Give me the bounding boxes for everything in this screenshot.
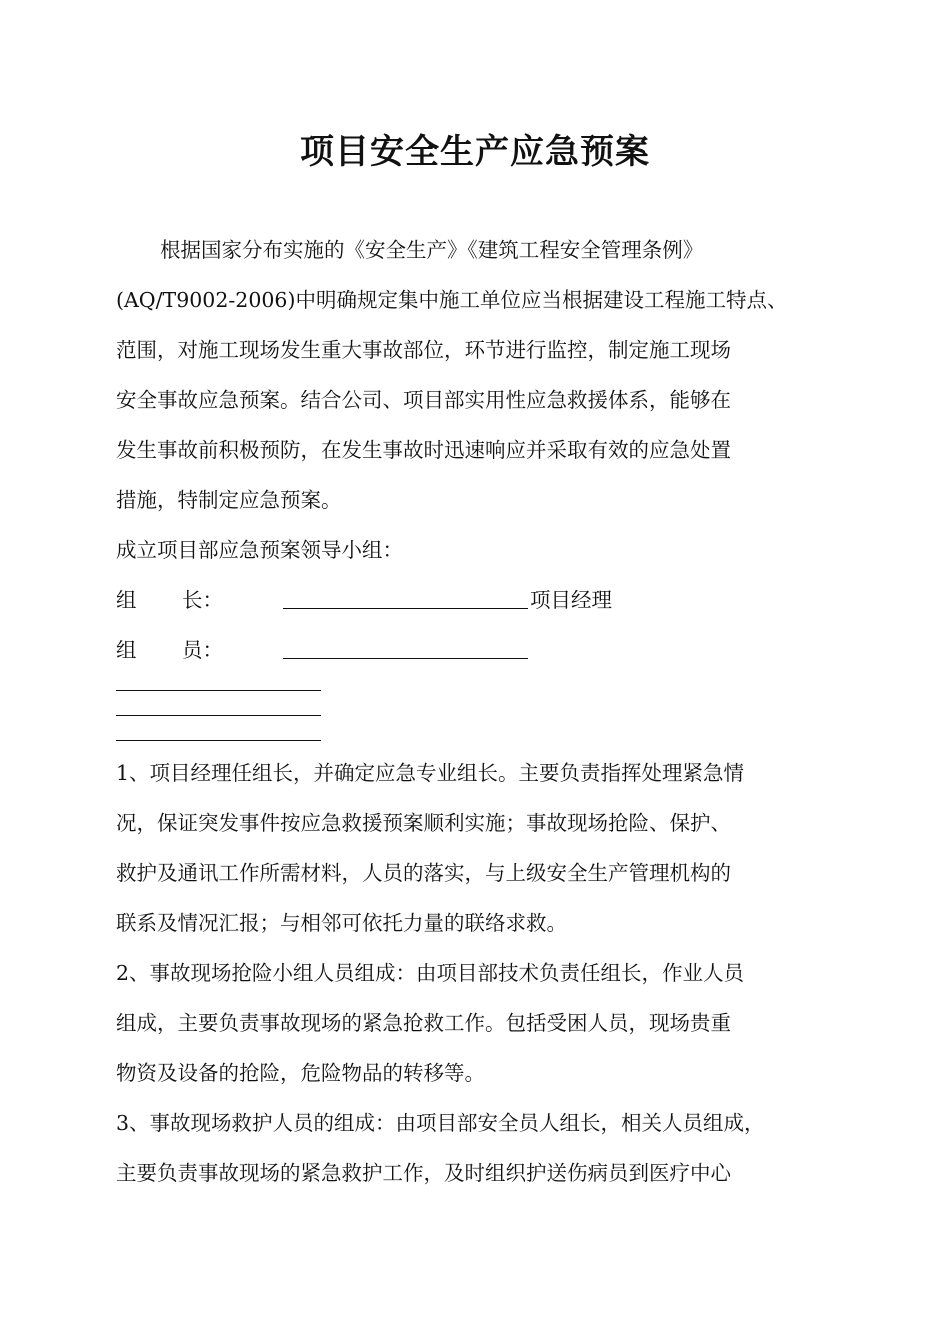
item-line: 况，保证突发事件按应急救援预案顺利实施；事故现场抢险、保护、 <box>116 811 731 835</box>
document-title: 项目安全生产应急预案 <box>300 132 650 172</box>
item-line: 2、事故现场抢险小组人员组成：由项目部技术负责任组长，作业人员 <box>116 961 745 985</box>
intro-line: 措施，特制定应急预案。 <box>116 488 342 512</box>
leader-label-char1: 组 <box>116 588 137 612</box>
intro-line: 根据国家分布实施的《安全生产》《建筑工程安全管理条例》 <box>160 238 704 262</box>
intro-line: 安全事故应急预案。结合公司、项目部实用性应急救援体系，能够在 <box>116 388 731 412</box>
member-blank-line <box>116 690 321 691</box>
leader-role: 项目经理 <box>530 588 612 612</box>
member-label <box>116 635 223 665</box>
item-line: 救护及通讯工作所需材料，人员的落实，与上级安全生产管理机构的 <box>116 861 731 885</box>
intro-line: (AQ/T9002-2006)中明确规定集中施工单位应当根据建设工程施工特点、 <box>116 288 788 312</box>
item-line: 物资及设备的抢险，危险物品的转移等。 <box>116 1061 485 1085</box>
intro-line: 范围，对施工现场发生重大事故部位，环节进行监控，制定施工现场 <box>116 338 731 362</box>
leader-label-char2: 长： <box>182 588 223 612</box>
intro-line: 发生事故前积极预防，在发生事故时迅速响应并采取有效的应急处置 <box>116 438 731 462</box>
member-label-char2: 员： <box>182 638 223 662</box>
leader-label <box>116 585 223 615</box>
item-line: 1、项目经理任组长，并确定应急专业组长。主要负责指挥处理紧急情 <box>116 761 745 785</box>
item-line: 组成，主要负责事故现场的紧急抢救工作。包括受困人员，现场贵重 <box>116 1011 731 1035</box>
member-blank-line <box>116 740 321 741</box>
member-blank-line <box>116 715 321 716</box>
item-line: 3、事故现场救护人员的组成：由项目部安全员人组长，相关人员组成， <box>116 1111 765 1135</box>
member-name-blank <box>283 658 528 659</box>
item-line: 联系及情况汇报；与相邻可依托力量的联络求救。 <box>116 911 567 935</box>
leader-name-blank <box>283 608 528 609</box>
group-heading: 成立项目部应急预案领导小组： <box>116 538 403 562</box>
item-line: 主要负责事故现场的紧急救护工作，及时组织护送伤病员到医疗中心 <box>116 1161 731 1185</box>
member-label-char1: 组 <box>116 638 137 662</box>
